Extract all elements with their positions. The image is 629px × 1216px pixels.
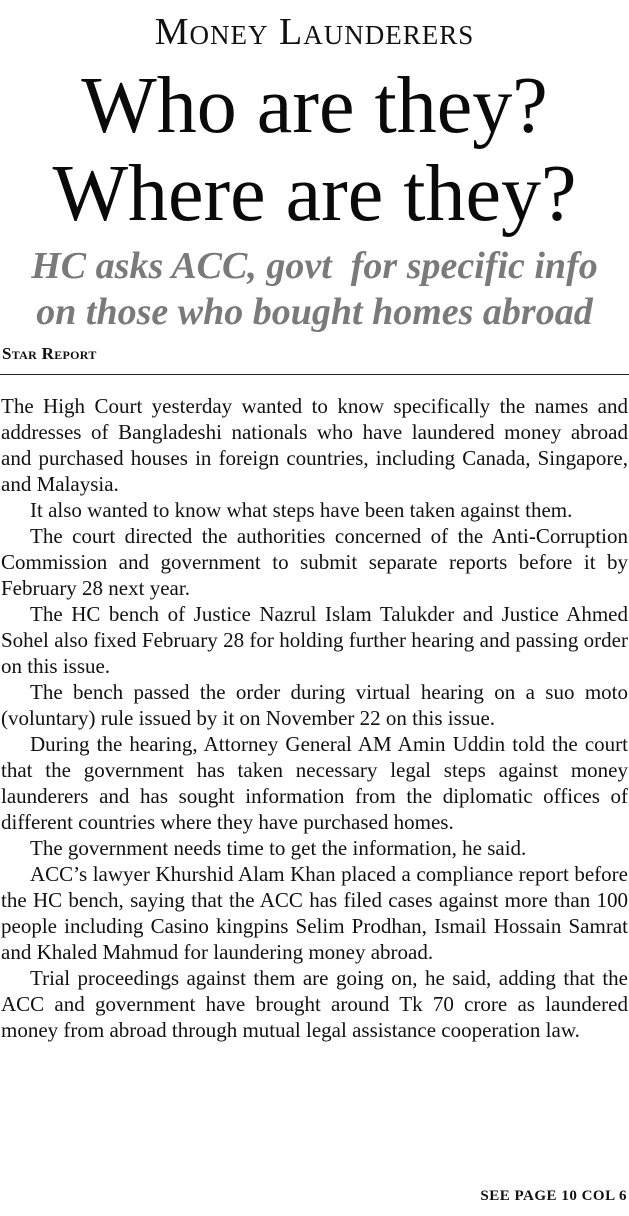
kicker-heading: Money Launderers (154, 11, 475, 53)
headline (0, 62, 629, 238)
headline-line-2: Where are they? (52, 150, 577, 238)
subheadline-line-2: on those who bought homes abroad (36, 291, 593, 333)
paragraph: It also wanted to know what steps have been taken against them. (30, 498, 573, 522)
byline: Star Report (2, 344, 97, 363)
paragraph: The High Court yesterday wanted to know specifically the names and addresses of Bangladeshi nationals who have laundered money abroad and purchased houses in foreign countries, including Canada, Singapore, and Malaysia. (1, 394, 628, 496)
continued-on-link: SEE PAGE 10 COL 6 (480, 1188, 627, 1204)
paragraph: The court directed the authorities concerned of the Anti-Corruption Commission and government to submit separate reports before it by February 28 next year. (1, 524, 628, 600)
headline-line-1: Who are they? (81, 62, 548, 150)
paragraph: During the hearing, Attorney General AM Amin Uddin told the court that the government has taken necessary legal steps against money launderers and has sought information from the diplomatic offices of different countries where they have purchased homes. (1, 732, 628, 834)
subheadline (0, 243, 629, 335)
paragraph: The bench passed the order during virtual hearing on a suo moto (voluntary) rule issued by it on November 22 on this issue. (1, 680, 628, 730)
paragraph: Trial proceedings against them are going on, he said, adding that the ACC and government have brought around Tk 70 crore as laundered money from abroad through mutual legal assistance cooperation law. (1, 966, 628, 1042)
subheadline-line-1: HC asks ACC, govt for specific info (31, 245, 598, 287)
paragraph: ACC’s lawyer Khurshid Alam Khan placed a compliance report before the HC bench, saying that the ACC has filed cases against more than 100 people including Casino kingpins Selim Prodhan, Ismail Hossain Samrat and Khaled Mahmud for laundering money abroad. (1, 862, 628, 964)
divider-rule (0, 374, 629, 375)
paragraph: The government needs time to get the information, he said. (30, 836, 527, 860)
paragraph: The HC bench of Justice Nazrul Islam Talukder and Justice Ahmed Sohel also fixed February 28 for holding further hearing and passing order on this issue. (1, 602, 628, 678)
article-body (1, 393, 628, 1043)
